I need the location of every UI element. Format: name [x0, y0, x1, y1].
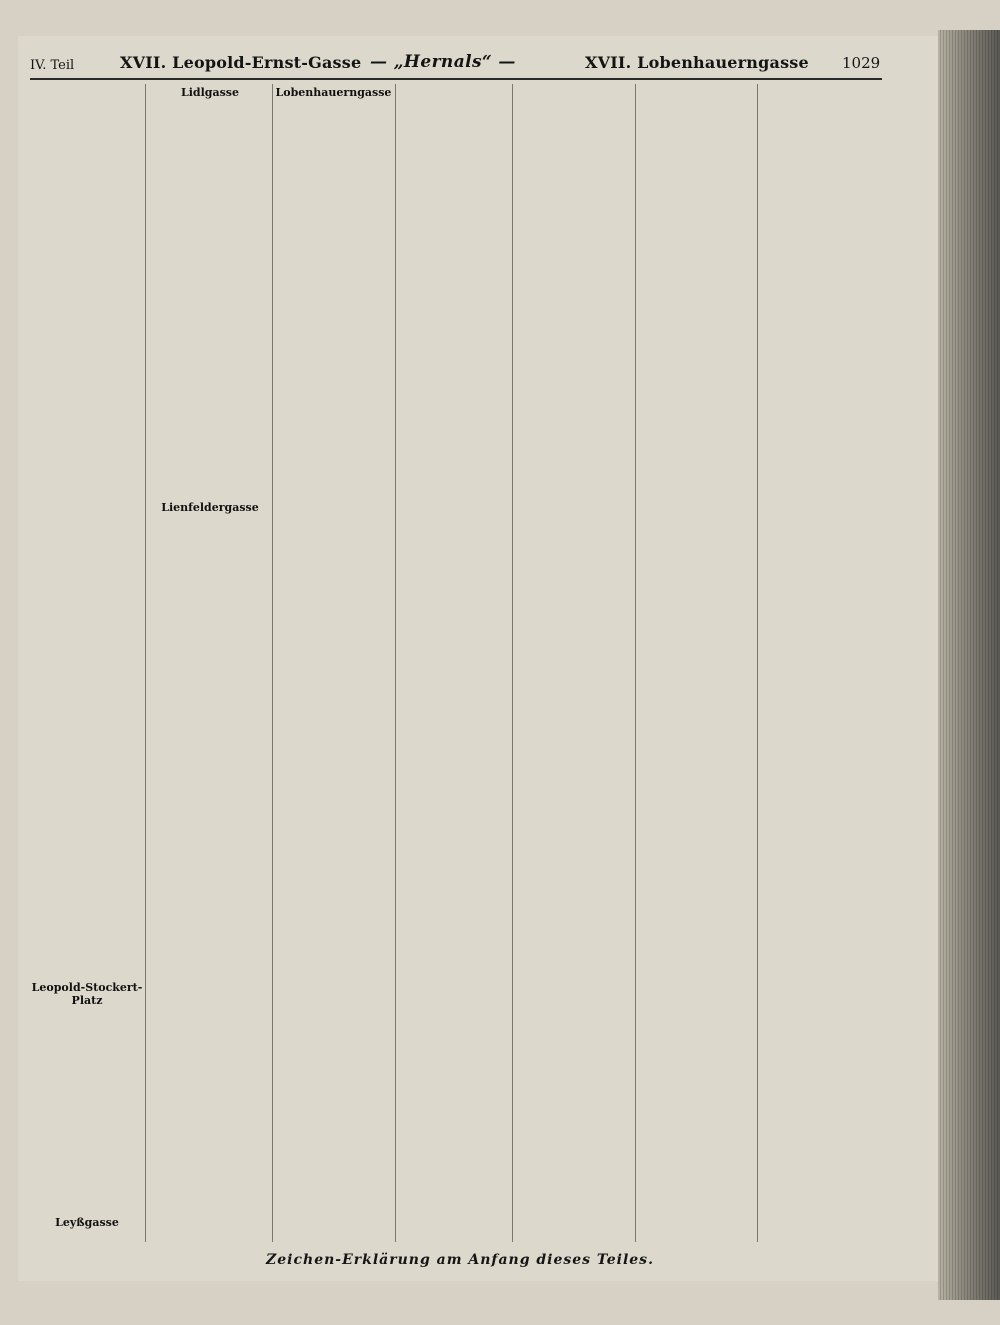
header-rule [30, 78, 882, 80]
street-heading-lobenhauerngasse: Lobenhauerngasse [275, 86, 392, 99]
column-divider [512, 84, 513, 1242]
column-divider [757, 84, 758, 1242]
street-heading-leopold-stockert-platz: Leopold-Stockert-Platz [31, 981, 143, 1007]
column-divider [272, 84, 273, 1242]
legend-footnote: Zeichen-Erklärung am Anfang dieses Teiles. [266, 1252, 654, 1268]
column-divider [145, 84, 146, 1242]
column-divider [635, 84, 636, 1242]
right-header-title: XVII. Lobenhauerngasse [585, 53, 809, 72]
street-heading-leyssgasse: Leyßgasse [55, 1216, 119, 1229]
page-number: 1029 [842, 54, 881, 72]
column-4 [398, 84, 508, 1244]
column-3 [275, 84, 392, 1244]
center-header-title: — „Hernals“ — [370, 52, 516, 72]
column-6 [638, 84, 753, 1244]
street-heading-lienfeldergasse: Lienfeldergasse [161, 501, 259, 514]
column-1 [31, 84, 143, 1244]
street-heading-lidlgasse: Lidlgasse [181, 86, 239, 99]
column-2 [150, 84, 270, 1244]
left-header-title: XVII. Leopold-Ernst-Gasse [120, 53, 362, 72]
column-7 [760, 84, 880, 1244]
book-edge [938, 30, 1000, 1300]
column-divider [395, 84, 396, 1242]
part-label: IV. Teil [30, 58, 75, 73]
running-header [30, 52, 880, 76]
column-5 [515, 84, 633, 1244]
